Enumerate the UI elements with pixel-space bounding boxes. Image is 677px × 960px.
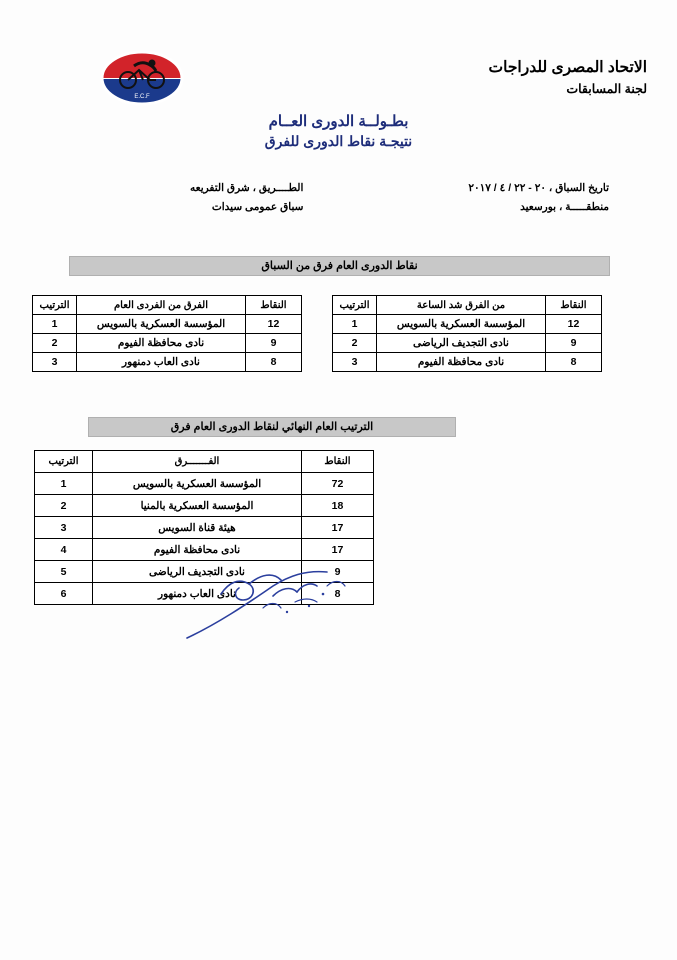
table-row bbox=[35, 473, 374, 495]
federation-title-block bbox=[489, 58, 648, 96]
header-rank: الترتيب bbox=[35, 451, 93, 473]
cell-rank: 1 bbox=[33, 315, 77, 334]
cell-points: 17 bbox=[302, 517, 374, 539]
document-header bbox=[0, 48, 677, 118]
table-header-row bbox=[33, 296, 302, 315]
cell-rank: 6 bbox=[35, 583, 93, 605]
cell-team: المؤسسة العسكرية بالسويس bbox=[77, 315, 246, 334]
header-rank: الترتيب bbox=[33, 296, 77, 315]
table-header-row bbox=[333, 296, 602, 315]
cell-points: 8 bbox=[246, 353, 302, 372]
federation-name: الاتحاد المصرى للدراجات bbox=[488, 59, 647, 76]
race-meta-left bbox=[190, 182, 303, 220]
cell-points: 17 bbox=[302, 539, 374, 561]
race-meta-right bbox=[468, 182, 609, 220]
race-route: الطــــريق ، شرق التفريعه bbox=[190, 182, 304, 194]
cell-team: نادى التجديف الرياضى bbox=[377, 334, 546, 353]
table-row bbox=[35, 583, 374, 605]
section-bar-final-ranking: الترتيب العام النهائي لنقاط الدورى العام فرق bbox=[88, 417, 456, 437]
cell-points: 18 bbox=[302, 495, 374, 517]
cell-points: 72 bbox=[302, 473, 374, 495]
cell-team: نادى التجديف الرياضى bbox=[93, 561, 302, 583]
header-points: النقاط bbox=[546, 296, 602, 315]
table-general-points bbox=[32, 295, 302, 372]
cell-team: نادى محافظة الفيوم bbox=[377, 353, 546, 372]
table-final-ranking bbox=[34, 450, 374, 605]
cell-rank: 1 bbox=[333, 315, 377, 334]
race-date: تاريخ السباق ، ٢٠ - ٢٢ / ٤ / ٢٠١٧ bbox=[468, 182, 609, 194]
table-row bbox=[35, 495, 374, 517]
svg-text:E.C.F: E.C.F bbox=[134, 94, 150, 100]
cell-team: المؤسسة العسكرية بالسويس bbox=[377, 315, 546, 334]
cell-points: 12 bbox=[546, 315, 602, 334]
race-type: سباق عمومى سيدات bbox=[211, 201, 304, 213]
header-team: الفـــــــرق bbox=[93, 451, 302, 473]
committee-name: لجنة المسابقات bbox=[566, 82, 647, 96]
cell-team: هيئة قناة السويس bbox=[93, 517, 302, 539]
cell-points: 9 bbox=[302, 561, 374, 583]
cell-points: 12 bbox=[246, 315, 302, 334]
header-points: النقاط bbox=[302, 451, 374, 473]
cell-points: 9 bbox=[246, 334, 302, 353]
cell-rank: 2 bbox=[333, 334, 377, 353]
header-team: الفرق من الفردى العام bbox=[77, 296, 246, 315]
cell-rank: 5 bbox=[35, 561, 93, 583]
championship-title-block bbox=[0, 112, 677, 150]
header-points: النقاط bbox=[246, 296, 302, 315]
table-row bbox=[35, 561, 374, 583]
table-row bbox=[33, 334, 302, 353]
cyclist-logo-icon bbox=[94, 48, 190, 110]
cell-team: نادى محافظة الفيوم bbox=[93, 539, 302, 561]
cell-points: 8 bbox=[302, 583, 374, 605]
header-rank: الترتيب bbox=[333, 296, 377, 315]
race-meta bbox=[0, 182, 677, 222]
race-region: منطقـــــة ، بورسعيد bbox=[520, 201, 609, 213]
championship-title: بطـولــة الدورى العــام bbox=[268, 113, 409, 130]
header-team: من الفرق شد الساعة bbox=[377, 296, 546, 315]
cell-rank: 1 bbox=[35, 473, 93, 495]
cell-rank: 2 bbox=[33, 334, 77, 353]
table-header-row bbox=[35, 451, 374, 473]
table-row bbox=[333, 315, 602, 334]
section-bar-race-points: نقاط الدورى العام فرق من السباق bbox=[69, 256, 610, 276]
cell-rank: 3 bbox=[35, 517, 93, 539]
table-row bbox=[35, 517, 374, 539]
cell-team: نادى محافظة الفيوم bbox=[77, 334, 246, 353]
cell-rank: 2 bbox=[35, 495, 93, 517]
table-row bbox=[35, 539, 374, 561]
cell-rank: 3 bbox=[333, 353, 377, 372]
table-row bbox=[33, 353, 302, 372]
championship-subtitle: نتيجـة نقاط الدورى للفرق bbox=[264, 133, 413, 149]
cell-points: 9 bbox=[546, 334, 602, 353]
table-row bbox=[333, 334, 602, 353]
cell-team: نادى العاب دمنهور bbox=[93, 583, 302, 605]
table-row bbox=[333, 353, 602, 372]
cell-team: نادى العاب دمنهور bbox=[77, 353, 246, 372]
cell-rank: 4 bbox=[35, 539, 93, 561]
cell-team: المؤسسة العسكرية بالسويس bbox=[93, 473, 302, 495]
cell-points: 8 bbox=[546, 353, 602, 372]
cell-rank: 3 bbox=[33, 353, 77, 372]
table-sprint-points bbox=[332, 295, 602, 372]
table-row bbox=[33, 315, 302, 334]
cell-team: المؤسسة العسكرية بالمنيا bbox=[93, 495, 302, 517]
